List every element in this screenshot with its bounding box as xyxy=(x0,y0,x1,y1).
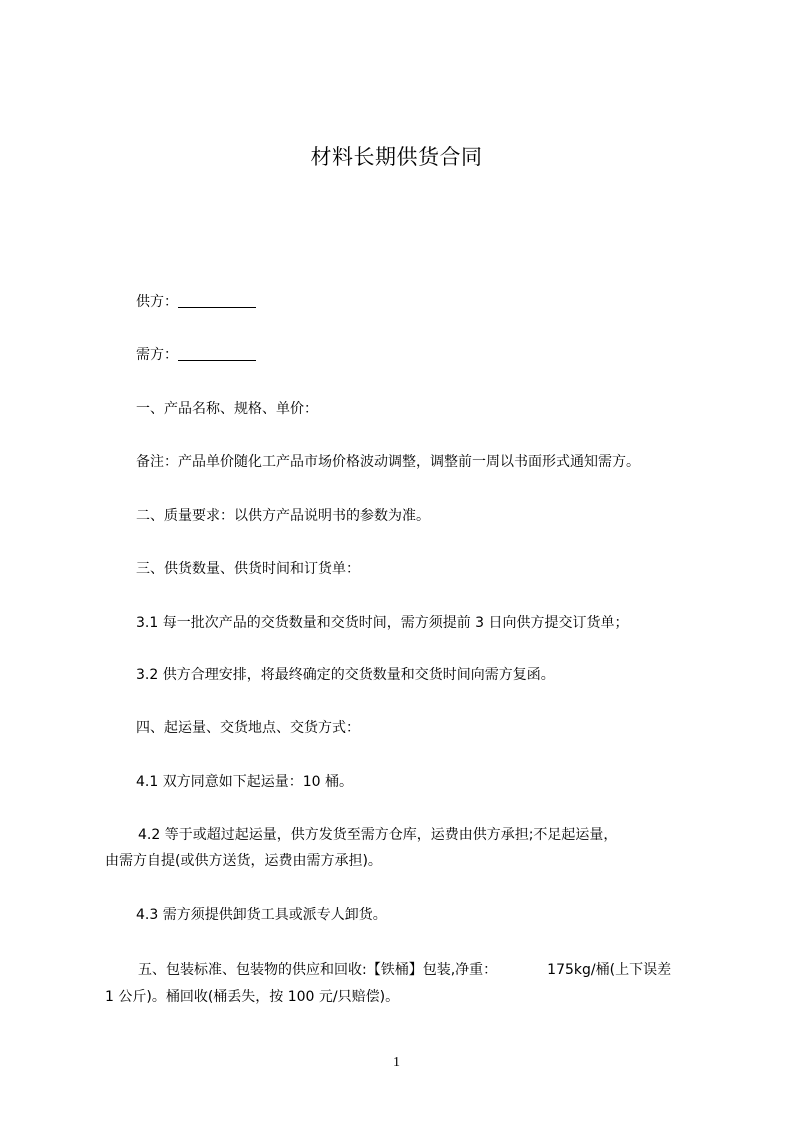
section-3-heading: 三、供货数量、供货时间和订货单： xyxy=(136,561,360,577)
price-note: 备注：产品单价随化工产品市场价格波动调整，调整前一周以书面形式通知需方。 xyxy=(136,454,640,470)
clause-3-2: 3.2 供方合理安排，将最终确定的交货数量和交货时间向需方复函。 xyxy=(136,667,555,683)
page-number: 1 xyxy=(393,1055,400,1070)
supplier-line xyxy=(136,292,256,312)
document-title: 材料长期供货合同 xyxy=(310,145,483,169)
section-5-line-1 xyxy=(138,960,671,980)
buyer-line xyxy=(136,345,256,365)
supplier-label: 供方： xyxy=(136,294,178,310)
clause-3-1: 3.1 每一批次产品的交货数量和交货时间，需方须提前 3 日向供方提交订货单； xyxy=(136,615,629,631)
clause-4-2-line-1: 4.2 等于或超过起运量，供方发货至需方仓库，运费由供方承担;不足起运量， xyxy=(138,827,618,843)
section-5-text: 五、包装标准、包装物的供应和回收:【铁桶】包装,净重： xyxy=(138,962,498,978)
section-1-heading: 一、产品名称、规格、单价： xyxy=(136,401,318,417)
clause-4-1: 4.1 双方同意如下起运量：10 桶。 xyxy=(136,774,353,790)
clause-4-3: 4.3 需方须提供卸货工具或派专人卸货。 xyxy=(136,907,387,923)
section-4-heading: 四、起运量、交货地点、交货方式： xyxy=(136,720,360,736)
section-2-heading: 二、质量要求：以供方产品说明书的参数为准。 xyxy=(136,508,430,524)
net-weight: 175kg/桶(上下误差 xyxy=(547,962,672,978)
supplier-blank[interactable] xyxy=(178,293,256,308)
buyer-blank[interactable] xyxy=(178,346,256,361)
clause-4-2-line-2: 由需方自提(或供方送货，运费由需方承担)。 xyxy=(105,853,382,869)
buyer-label: 需方： xyxy=(136,347,178,363)
section-5-line-2: 1 公斤)。桶回收(桶丢失，按 100 元/只赔偿)。 xyxy=(105,989,400,1005)
